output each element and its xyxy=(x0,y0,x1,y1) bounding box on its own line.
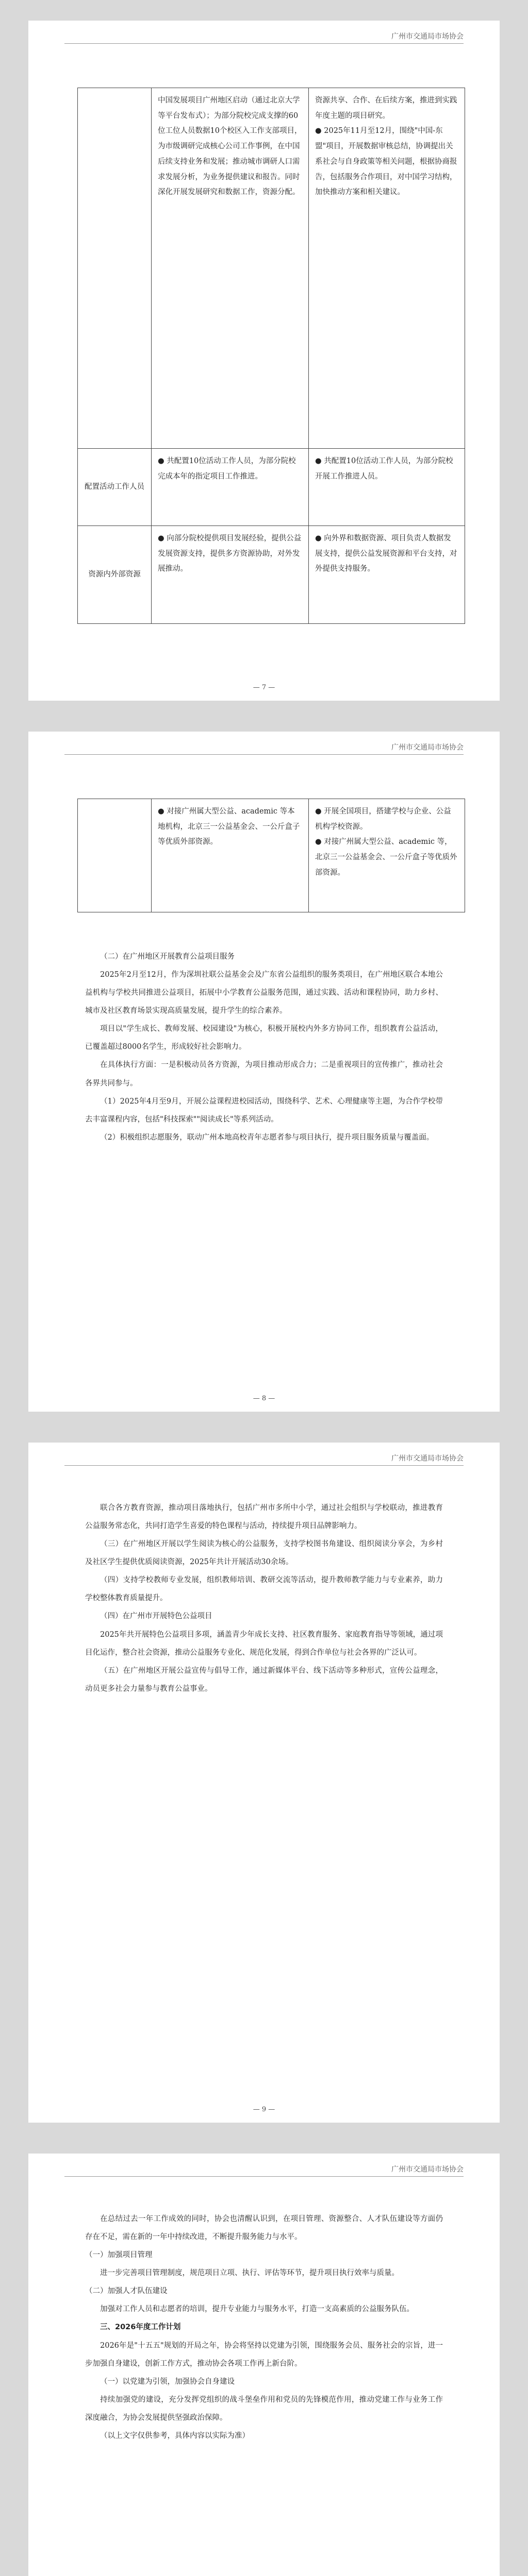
page-body xyxy=(85,2210,443,2445)
paragraph: （以上文字仅供参考，具体内容以实际为准） xyxy=(100,2431,250,2440)
table-row xyxy=(78,526,465,624)
paragraph: 项目以"学生成长、教师发展、校园建设"为核心，积极开展校内外多方协同工作，组织教育公益活动，已覆盖超过8000名学生，形成较好社会影响力。 xyxy=(85,1025,443,1052)
table-cell: 中国发展项目广州地区启动（通过北京大学等平台发布式）；为部分院校完成支撑的60位工位人员数据10个校区入工作支部项目，为市级调研完成核心公司工作事例，在中国后续支持业务和发展；推动城市调研人口需求发展分析，为业务提供建议和报告。同时深化开展发展研究和数据工作，资源分配。 xyxy=(152,88,309,449)
header-rule xyxy=(64,754,464,755)
paragraph: （五）在广州地区开展公益宣传与倡导工作，通过新媒体平台、线下活动等多种形式，宣传公益理念，动员更多社会力量参与教育公益事业。 xyxy=(85,1666,443,1693)
paragraph: （1）2025年4月至9月，开展公益课程进校园活动，围绕科学、艺术、心理健康等主题，为合作学校带去丰富课程内容，包括"科技探索""阅读成长"等系列活动。 xyxy=(85,1097,443,1124)
paragraph: 加强对工作人员和志愿者的培训，提升专业能力与服务水平，打造一支高素质的公益服务队伍。 xyxy=(100,2305,414,2314)
section-heading: 三、2026年度工作计划 xyxy=(100,2323,181,2332)
subheading: （一）加强项目管理 xyxy=(85,2251,153,2260)
table-cell-label xyxy=(78,88,152,449)
paragraph: 在总结过去一年工作成效的同时，协会也清醒认识到，在项目管理、资源整合、人才队伍建设等方面仍存在不足，需在新的一年中持续改进，不断提升服务能力与水平。 xyxy=(85,2215,443,2242)
table-cell: ● 开展全国项目，搭建学校与企业、公益机构学校资源。 ● 对接广州属大型公益、academic 等，北京三一公益基金会、一公斤盒子等优质外部资源。 xyxy=(309,799,465,912)
table-cell: ● 向部分院校提供项目发展经验，提供公益发展资源支持，提供多方资源协助，对外发展推动。 xyxy=(152,526,309,624)
table-cell: ● 对接广州属大型公益、academic 等本地机构，北京三一公益基金会、一公斤盒子等优质外部资源。 xyxy=(152,799,309,912)
paragraph: （四）支持学校教师专业发展，组织教师培训、教研交流等活动，提升教师教学能力与专业素养，助力学校整体教育质量提升。 xyxy=(85,1576,443,1603)
section-heading: （四）在广州市开展特色公益项目 xyxy=(100,1612,212,1621)
page-header: 广州市交通局市场协会 xyxy=(391,1454,464,1463)
paragraph: 联合各方教育资源，推动项目落地执行，包括广州市多所中小学，通过社会组织与学校联动，推进教育公益服务常态化，共同打造学生喜爱的特色课程与活动，持续提升项目品牌影响力。 xyxy=(85,1504,443,1531)
paragraph: 在具体执行方面：一是积极动员各方资源，为项目推动形成合力；二是重视项目的宣传推广，推动社会各界共同参与。 xyxy=(85,1061,443,1088)
page-header: 广州市交通局市场协会 xyxy=(391,743,464,752)
page-number: — 8 — xyxy=(253,1395,275,1402)
paragraph: 进一步完善项目管理制度，规范项目立项、执行、评估等环节，提升项目执行效率与质量。 xyxy=(100,2269,399,2278)
table-cell: 资源共享、合作、在后续方案，推进到实践年度主题的项目研究。 ● 2025年11月至12月，围绕"中国-东盟"项目，开展数据审核总结，协调提出关系社会与自身政策等相关问题，根据协商报告，包括服务合作项目，对中国学习结构，加快推动方案和相关建议。 xyxy=(309,88,465,449)
page-body xyxy=(85,948,443,1147)
page-number: — 9 — xyxy=(253,2106,275,2113)
page-body xyxy=(85,1499,443,1698)
paragraph: （2）积极组织志愿服务，联动广州本地高校青年志愿者参与项目执行，提升项目服务质量与覆盖面。 xyxy=(100,1133,434,1142)
plan-table xyxy=(77,799,465,912)
table-cell-label: 配置活动工作人员 xyxy=(78,449,152,526)
table-cell: ● 共配置10位活动工作人员，为部分院校开展工作推进人员。 xyxy=(309,449,465,526)
header-rule xyxy=(64,1465,464,1466)
page-number: — 7 — xyxy=(253,684,275,691)
table-cell-label xyxy=(78,799,152,912)
table-row xyxy=(78,449,465,526)
table-row xyxy=(78,799,465,912)
paragraph: 2025年2月至12月，作为深圳社联公益基金会及广东省公益组织的服务类项目，在广州地区联合本地公益机构与学校共同推进公益项目，拓展中小学教育公益服务范围，通过实践、活动和课程协同，助力乡村、城市及社区教育场景实现高质量发展，提升学生的综合素养。 xyxy=(85,971,443,1015)
paragraph: 持续加强党的建设，充分发挥党组织的战斗堡垒作用和党员的先锋模范作用，推动党建工作与业务工作深度融合，为协会发展提供坚强政治保障。 xyxy=(85,2395,443,2422)
table-cell: ● 共配置10位活动工作人员，为部分院校完成本年的指定项目工作推进。 xyxy=(152,449,309,526)
paragraph: （三）在广州地区开展以学生阅读为核心的公益服务，支持学校图书角建设、组织阅读分享会，为乡村及社区学生提供优质阅读资源，2025年共计开展活动30余场。 xyxy=(85,1540,443,1567)
document-page xyxy=(28,1443,500,2123)
paragraph: 2026年是"十五五"规划的开局之年，协会将坚持以党建为引领，围绕服务会员、服务社会的宗旨，进一步加强自身建设，创新工作方式，推动协会各项工作再上新台阶。 xyxy=(85,2341,443,2368)
document-page xyxy=(28,732,500,1412)
document-page xyxy=(28,2154,500,2576)
section-heading: （一）以党建为引领，加强协会自身建设 xyxy=(100,2377,235,2386)
plan-table xyxy=(77,88,465,624)
header-rule xyxy=(64,2176,464,2177)
table-row xyxy=(78,88,465,449)
subheading: （二）加强人才队伍建设 xyxy=(85,2287,168,2296)
document-page xyxy=(28,21,500,701)
table-cell-label: 资源内外部资源 xyxy=(78,526,152,624)
section-heading: （二）在广州地区开展教育公益项目服务 xyxy=(100,953,235,961)
paragraph: 2025年共开展特色公益项目多项，涵盖青少年成长支持、社区教育服务、家庭教育指导等领域，通过项目化运作，整合社会资源，推动公益服务专业化、规范化发展，得到合作单位与社会各界的广泛认可。 xyxy=(85,1630,443,1657)
page-header: 广州市交通局市场协会 xyxy=(391,32,464,41)
header-rule xyxy=(64,43,464,44)
table-cell: ● 向外界和数据资源、项目负责人数据发展支持，提供公益发展资源和平台支持，对外提供支持服务。 xyxy=(309,526,465,624)
page-header: 广州市交通局市场协会 xyxy=(391,2165,464,2174)
